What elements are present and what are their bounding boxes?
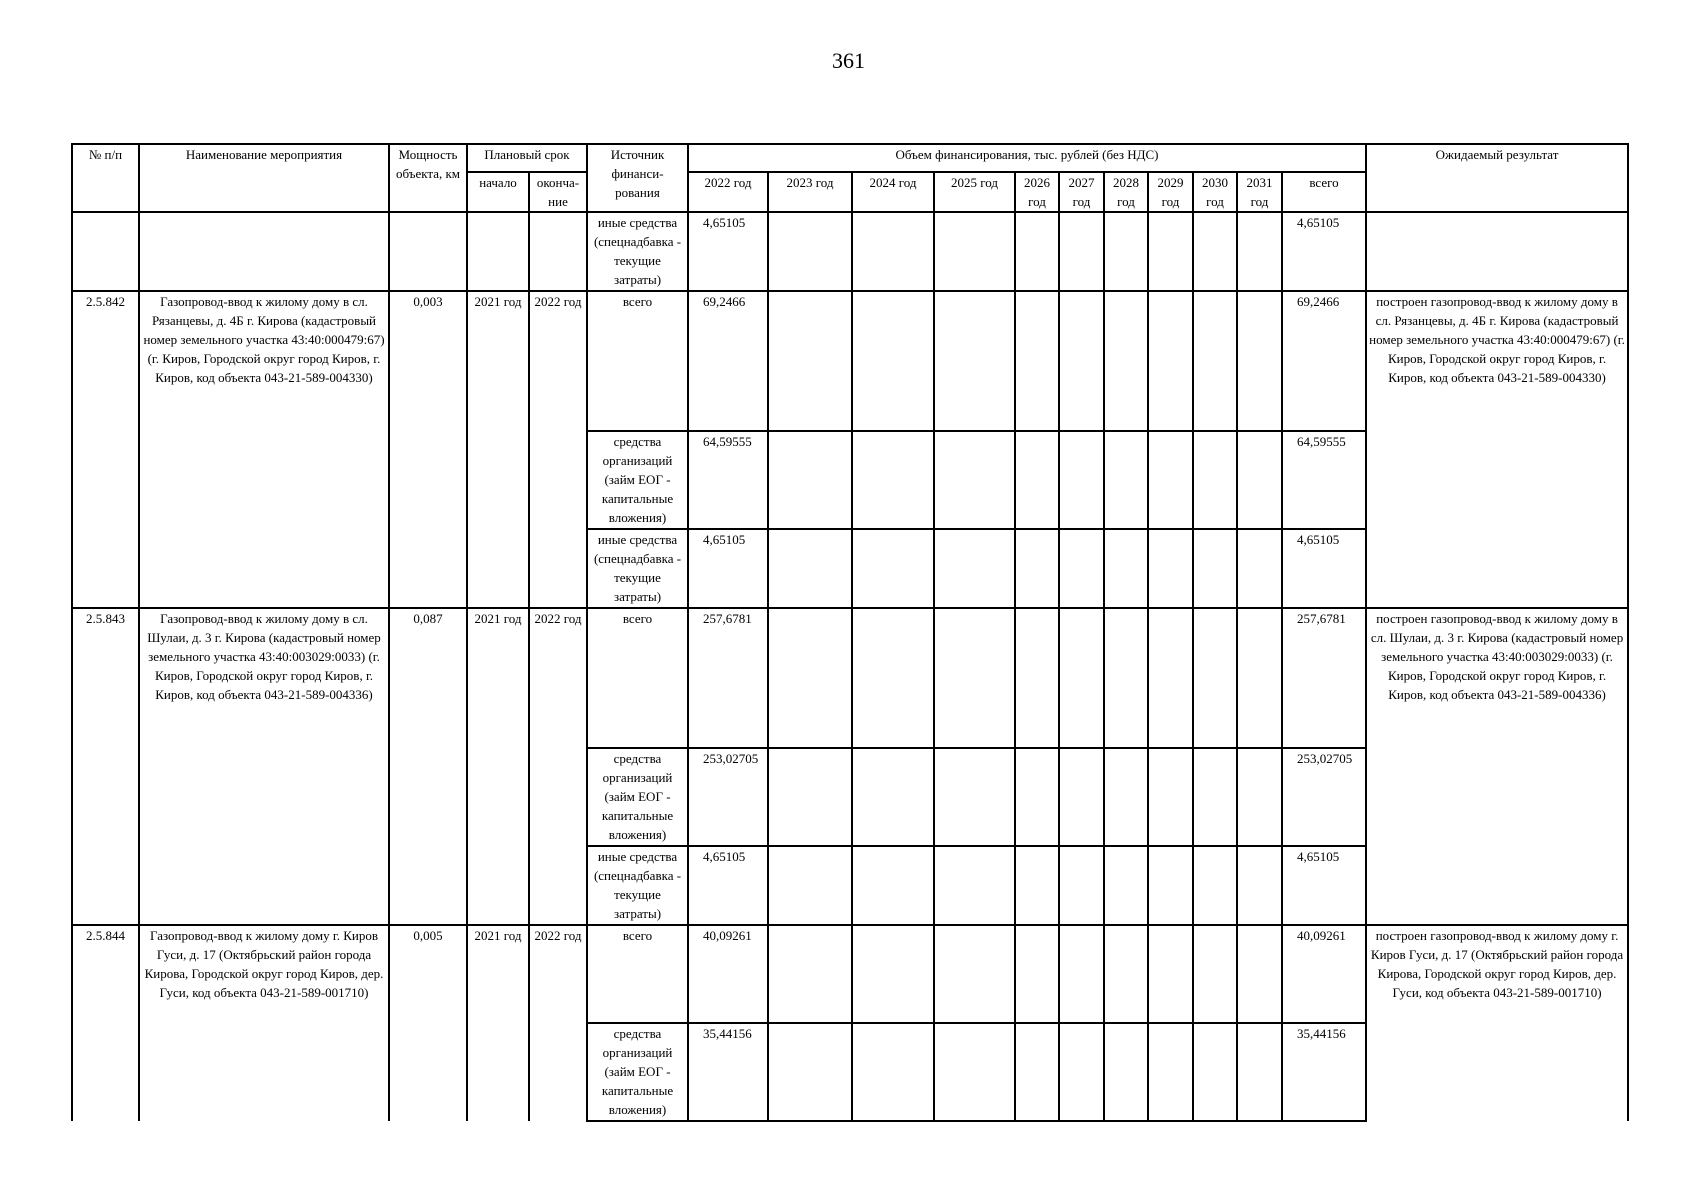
source-cell: всего (587, 608, 688, 748)
value-2022: 4,65105 (688, 212, 768, 291)
table-row (72, 925, 1628, 1023)
item-number: 2.5.843 (72, 608, 139, 925)
item-number: 2.5.844 (72, 925, 139, 1121)
source-cell: средства организаций (займ ЕОГ - капитальные вложения) (587, 431, 688, 529)
item-name: Газопровод-ввод к жилому дому в сл. Рязанцевы, д. 4Б г. Кирова (кадастровый номер земельного участка 43:40:000479:67) (г. Киров, Городской округ город Киров, г. Киров, код объекта 043-21-589-004330) (139, 291, 389, 608)
page-number: 361 (832, 48, 865, 73)
header-year: 2026 год (1015, 172, 1059, 212)
header-year: 2022 год (688, 172, 768, 212)
header-term: Плановый срок (467, 144, 587, 172)
table-row (72, 608, 1628, 748)
header-result: Ожидаемый результат (1366, 144, 1628, 212)
value-total: 40,09261 (1282, 925, 1366, 1023)
header-volume: Объем финансирования, тыс. рублей (без НДС) (688, 144, 1366, 172)
header-year: 2028 год (1104, 172, 1148, 212)
item-power: 0,003 (389, 291, 467, 608)
item-start: 2021 год (467, 925, 529, 1121)
item-result: построен газопровод-ввод к жилому дому в сл. Шулаи, д. 3 г. Кирова (кадастровый номер земельного участка 43:40:003029:0033) (г. Киров, Городской округ город Киров, г. Киров, код объекта 043-21-589-004336) (1366, 608, 1628, 925)
value-2022: 4,65105 (688, 846, 768, 925)
value-2022: 4,65105 (688, 529, 768, 608)
header-power: Мощность объекта, км (389, 144, 467, 212)
item-start: 2021 год (467, 291, 529, 608)
value-total: 253,02705 (1282, 748, 1366, 846)
value-total: 257,6781 (1282, 608, 1366, 748)
item-result: построен газопровод-ввод к жилому дому г. Киров Гуси, д. 17 (Октябрьский район города Кирова, Городской округ город Киров, дер. Гуси, код объекта 043-21-589-001710) (1366, 925, 1628, 1121)
header-num: № п/п (72, 144, 139, 212)
header-year: 2025 год (934, 172, 1015, 212)
value-2022: 69,2466 (688, 291, 768, 431)
header-name: Наименование мероприятия (139, 144, 389, 212)
header-year: 2029 год (1148, 172, 1193, 212)
item-power: 0,005 (389, 925, 467, 1121)
header-year: 2023 год (768, 172, 852, 212)
item-end: 2022 год (529, 925, 587, 1121)
item-result: построен газопровод-ввод к жилому дому в сл. Рязанцевы, д. 4Б г. Кирова (кадастровый номер земельного участка 43:40:000479:67) (г. Киров, Городской округ город Киров, г. Киров, код объекта 043-21-589-004330) (1366, 291, 1628, 608)
source-cell: иные средства (спецнадбавка - текущие затраты) (587, 212, 688, 291)
financing-table (71, 143, 1629, 1122)
item-name: Газопровод-ввод к жилому дому в сл. Шулаи, д. 3 г. Кирова (кадастровый номер земельного участка 43:40:003029:0033) (г. Киров, Городской округ город Киров, г. Киров, код объекта 043-21-589-004336) (139, 608, 389, 925)
item-start: 2021 год (467, 608, 529, 925)
table-row (72, 291, 1628, 431)
value-total: 4,65105 (1282, 529, 1366, 608)
value-total: 4,65105 (1282, 846, 1366, 925)
source-cell: иные средства (спецнадбавка - текущие затраты) (587, 529, 688, 608)
value-total: 69,2466 (1282, 291, 1366, 431)
value-total: 35,44156 (1282, 1023, 1366, 1121)
source-cell: всего (587, 291, 688, 431)
source-cell: всего (587, 925, 688, 1023)
header-end: оконча-ние (529, 172, 587, 212)
header-year: 2031 год (1237, 172, 1282, 212)
value-2022: 35,44156 (688, 1023, 768, 1121)
header-total: всего (1282, 172, 1366, 212)
item-power: 0,087 (389, 608, 467, 925)
value-2022: 40,09261 (688, 925, 768, 1023)
header-source: Источник финанси-рования (587, 144, 688, 212)
source-cell: средства организаций (займ ЕОГ - капитальные вложения) (587, 1023, 688, 1121)
value-total: 64,59555 (1282, 431, 1366, 529)
item-number: 2.5.842 (72, 291, 139, 608)
header-year: 2024 год (852, 172, 934, 212)
item-name: Газопровод-ввод к жилому дому г. Киров Гуси, д. 17 (Октябрьский район города Кирова, Городской округ город Киров, дер. Гуси, код объекта 043-21-589-001710) (139, 925, 389, 1121)
header-start: начало (467, 172, 529, 212)
source-cell: иные средства (спецнадбавка - текущие затраты) (587, 846, 688, 925)
value-2022: 257,6781 (688, 608, 768, 748)
source-cell: средства организаций (займ ЕОГ - капитальные вложения) (587, 748, 688, 846)
item-end: 2022 год (529, 291, 587, 608)
item-end: 2022 год (529, 608, 587, 925)
value-2022: 253,02705 (688, 748, 768, 846)
value-2022: 64,59555 (688, 431, 768, 529)
header-year: 2030 год (1193, 172, 1237, 212)
table-row (72, 212, 1628, 291)
header-year: 2027 год (1059, 172, 1104, 212)
value-total: 4,65105 (1282, 212, 1366, 291)
